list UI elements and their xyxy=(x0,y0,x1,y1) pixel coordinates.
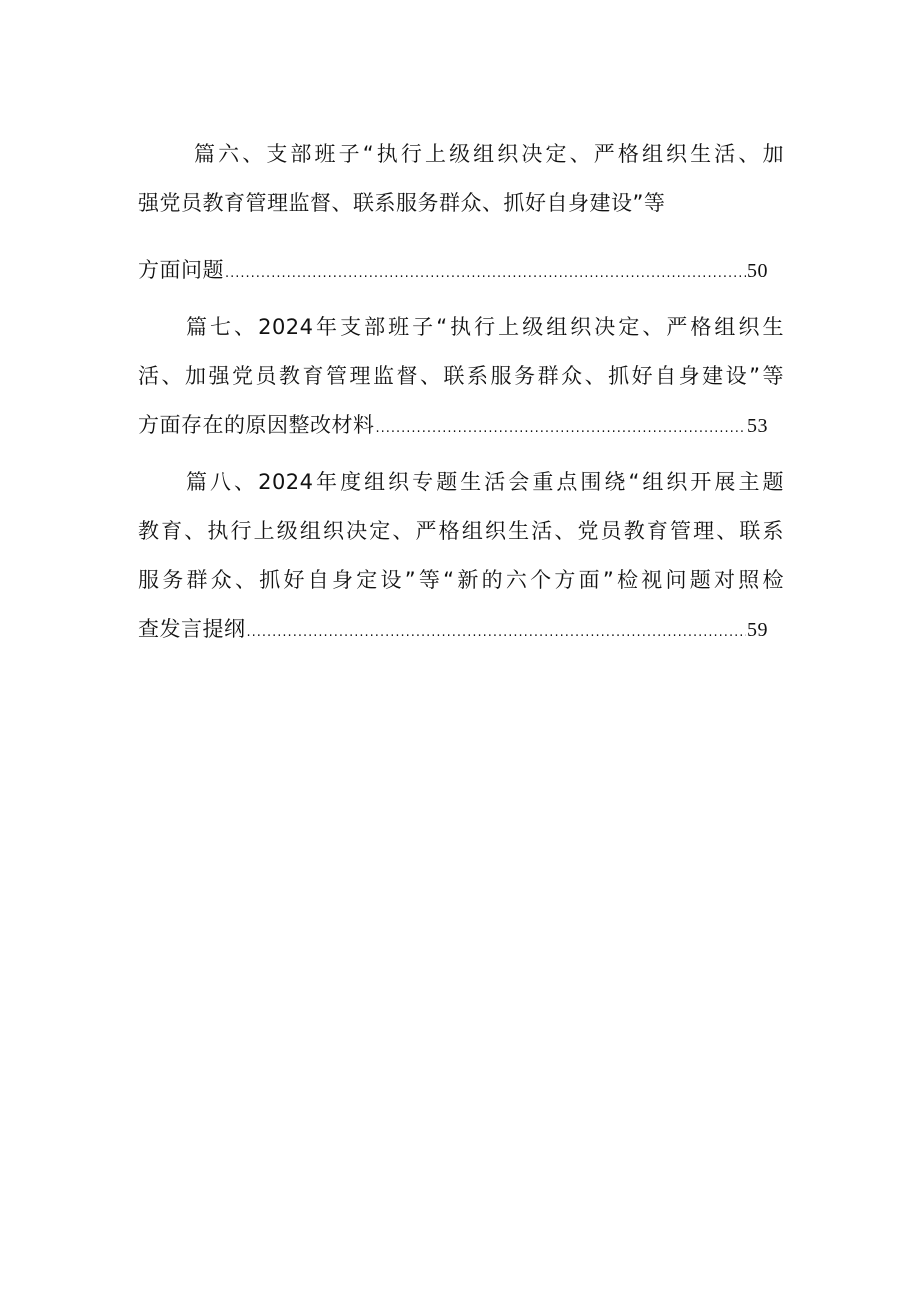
toc-entry-7[interactable] xyxy=(138,303,784,450)
toc-entry-6[interactable] xyxy=(138,130,784,295)
toc-entry-7-page-number: 53 xyxy=(747,415,768,437)
toc-entry-7-line-3: 方面存在的原因整改材料 xyxy=(138,413,375,437)
toc-entry-8-line-1: 篇八、2024年度组织专题生活会重点围绕“组织开展主题 xyxy=(186,470,784,494)
toc-entry-8-page-number: 59 xyxy=(747,619,768,641)
dot-leader xyxy=(247,608,747,654)
toc-entry-8-line-2: 教育、执行上级组织决定、严格组织生活、党员教育管理、联系 xyxy=(138,519,784,543)
toc-entry-8-line-4: 查发言提纲 xyxy=(138,617,246,641)
toc-entry-6-leader-line xyxy=(138,246,768,295)
table-of-contents xyxy=(138,130,784,654)
toc-entry-7-line-1: 篇七、2024年支部班子“执行上级组织决定、严格组织生 xyxy=(186,315,784,339)
toc-entry-6-line-1: 篇六、支部班子“执行上级组织决定、严格组织生活、加 xyxy=(194,142,784,166)
dot-leader xyxy=(225,249,746,295)
toc-entry-6-line-3: 方面问题 xyxy=(138,258,224,282)
toc-entry-6-line-2: 强党员教育管理监督、联系服务群众、抓好自身建设”等 xyxy=(138,191,666,215)
toc-entry-7-leader-line xyxy=(138,401,768,450)
toc-entry-8[interactable] xyxy=(138,458,784,654)
toc-entry-7-line-2: 活、加强党员教育管理监督、联系服务群众、抓好自身建设”等 xyxy=(138,364,784,388)
dot-leader xyxy=(376,404,747,450)
toc-entry-6-page-number: 50 xyxy=(747,260,768,282)
toc-entry-8-leader-line xyxy=(138,605,768,654)
toc-entry-8-line-3: 服务群众、抓好自身定设”等“新的六个方面”检视问题对照检 xyxy=(138,568,784,592)
